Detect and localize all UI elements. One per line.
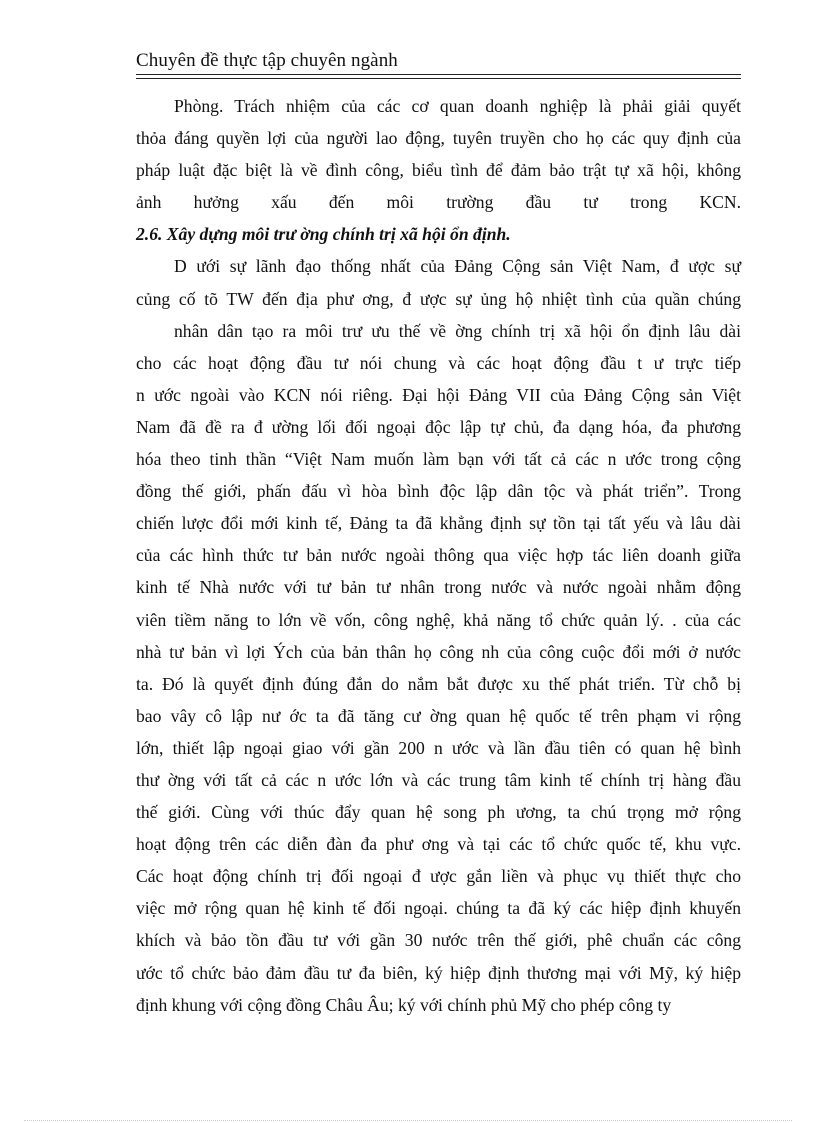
text-line: n ước ngoài vào KCN nói riêng. Đại hội Đảng VII của Đảng Cộng sản Việt — [136, 384, 741, 405]
text-line: định khung với cộng đồng Châu Âu; ký với chính phủ Mỹ cho phép công ty — [136, 994, 672, 1015]
section-heading: 2.6. Xây dựng môi trư ờng chính trị xã hội ổn định. — [136, 224, 511, 245]
header-rule-top — [136, 74, 741, 75]
text-line: khích và bảo tồn đầu tư với gần 30 nước trên thế giới, phê chuẩn các công — [136, 930, 741, 951]
footer-divider — [24, 1120, 792, 1121]
page-header — [136, 49, 741, 79]
text-line: bao vây cô lập nư ớc ta đã tăng cư ờng quan hệ quốc tế trên phạm vi rộng — [136, 705, 741, 726]
header-rule-bottom — [136, 78, 741, 79]
text-line: thư ờng với tất cả các n ước lớn và các trung tâm kinh tế chính trị hàng đầu — [136, 769, 741, 790]
text-line: đồng thế giới, phấn đấu vì hòa bình độc lập dân tộc và phát triển”. Trong — [136, 481, 741, 502]
text-line: ước tổ chức bảo đảm đầu tư đa biên, ký hiệp định thương mại với Mỹ, ký hiệp — [136, 962, 741, 983]
text-line: hoạt động trên các diễn đàn đa phư ơng và tại các tổ chức quốc tế, khu vực. — [136, 834, 741, 855]
text-line: lớn, thiết lập ngoại giao với gần 200 n ước và lần đầu tiên có quan hệ bình — [136, 737, 741, 758]
text-line: kinh tế Nhà nước với tư bản tư nhân trong nước và nước ngoài nhằm động — [136, 577, 741, 598]
text-line: thế giới. Cùng với thúc đẩy quan hệ song ph ương, ta chú trọng mở rộng — [136, 802, 741, 823]
text-line: của các hình thức tư bản nước ngoài thông qua việc hợp tác liên doanh giữa — [136, 545, 741, 566]
text-line: pháp luật đặc biệt là về đình công, biểu tình để đảm bảo trật tự xã hội, không — [136, 160, 741, 181]
text-line: cho các hoạt động đầu tư nói chung và các hoạt động đầu t ư trực tiếp — [136, 352, 741, 373]
text-line: chiến lược đổi mới kinh tế, Đảng ta đã khẳng định sự tồn tại tất yếu và lâu dài — [136, 513, 741, 534]
text-line: D ưới sự lãnh đạo thống nhất của Đảng Cộng sản Việt Nam, đ ược sự — [174, 256, 741, 277]
text-line: ảnh hưởng xấu đến môi trường đầu tư trong KCN. — [136, 192, 741, 213]
text-line: Các hoạt động chính trị đối ngoại đ ược gắn liền và phục vụ thiết thực cho — [136, 866, 741, 887]
text-line: ta. Đó là quyết định đúng đắn do nắm bắt được xu thế phát triển. Từ chỗ bị — [136, 673, 741, 694]
text-line: nhân dân tạo ra môi trư ưu thế về ờng chính trị xã hội ổn định lâu dài — [174, 320, 741, 341]
text-line: hóa theo tinh thần “Việt Nam muốn làm bạn với tất cả các n ước trong cộng — [136, 449, 741, 470]
text-line: Phòng. Trách nhiệm của các cơ quan doanh nghiệp là phải giải quyết — [174, 96, 741, 116]
text-line: thỏa đáng quyền lợi của người lao động, tuyên truyền cho họ các quy định của — [136, 128, 741, 149]
text-line: Nam đã đề ra đ ường lối đối ngoại độc lập tự chủ, đa dạng hóa, đa phương — [136, 416, 741, 437]
text-line: nhà tư bản vì lợi Ých của bản thân họ công nh của công cuộc đổi mới ở nước — [136, 641, 741, 662]
text-line: việc mở rộng quan hệ kinh tế đối ngoại. chúng ta đã ký các hiệp định khuyến — [136, 898, 741, 919]
text-line: viên tiềm năng to lớn về vốn, công nghệ, khả năng tổ chức quản lý. . của các — [136, 609, 741, 630]
header-title: Chuyên đề thực tập chuyên ngành — [136, 50, 398, 71]
text-line: củng cố tõ TW đến địa phư ơng, đ ược sự ủng hộ nhiệt tình của quần chúng — [136, 288, 741, 309]
document-body — [136, 90, 741, 1021]
